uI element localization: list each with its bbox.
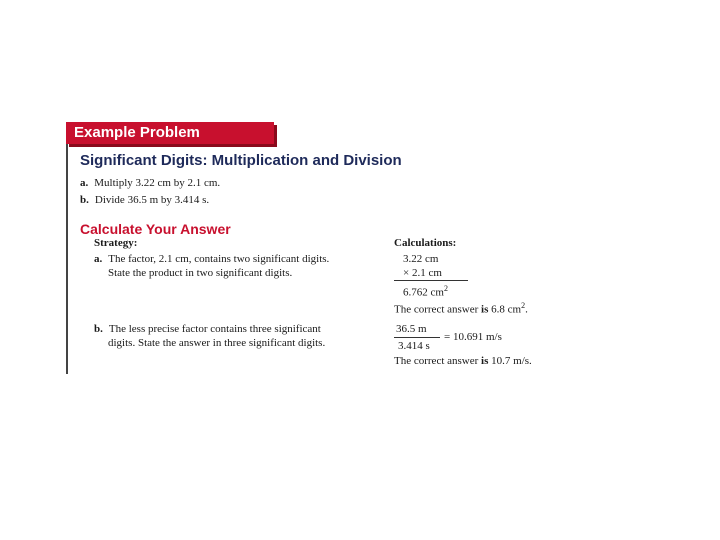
calc-a-answer-exp: 2 <box>521 301 526 310</box>
strategy-heading: Strategy: <box>94 237 138 249</box>
problem-b <box>80 193 209 207</box>
problem-a-label: a. <box>80 177 89 189</box>
problem-title: Significant Digits: Multiplication and Division <box>80 152 402 169</box>
calc-b-answer-is: is <box>481 355 489 367</box>
calc-b-denominator: 3.414 s <box>398 340 430 352</box>
calc-a-product-value: 6.762 cm <box>403 286 444 299</box>
calc-a-answer-value: 6.8 cm <box>491 303 522 316</box>
strategy-b-label: b. <box>94 323 103 335</box>
calc-b-answer <box>394 354 532 368</box>
strategy-b-text1: The less precise factor contains three significant <box>108 323 321 335</box>
strategy-a-line1 <box>94 252 329 266</box>
calc-b-numerator: 36.5 m <box>396 323 427 335</box>
section-title: Calculate Your Answer <box>80 221 231 237</box>
problem-a-text: Multiply 3.22 cm by 2.1 cm. <box>94 177 221 189</box>
problem-b-label: b. <box>80 194 89 206</box>
calc-a-factor2: × 2.1 cm <box>403 267 442 279</box>
calc-b-answer-value: 10.7 m/s. <box>491 355 532 367</box>
calc-a-factor1: 3.22 cm <box>403 253 439 265</box>
problem-b-text: Divide 36.5 m by 3.414 s. <box>94 194 210 206</box>
strategy-a-text1: The factor, 2.1 cm, contains two significant digits. <box>108 253 330 265</box>
calc-a-product-exp: 2 <box>443 284 448 293</box>
problem-a <box>80 176 220 190</box>
calc-a-product-rule <box>394 280 468 281</box>
calc-a-answer-prefix: The correct answer <box>394 303 479 316</box>
calc-b-fraction-bar <box>394 337 440 338</box>
calc-a-answer <box>394 299 528 317</box>
strategy-b-line1 <box>94 322 321 336</box>
calc-a-answer-end: . <box>525 303 528 316</box>
strategy-b-line2: digits. State the answer in three significant digits. <box>108 337 326 349</box>
calc-a-product <box>403 282 448 300</box>
example-problem-banner <box>66 122 274 144</box>
left-margin-rule <box>66 144 68 374</box>
banner-label: Example Problem <box>74 124 200 141</box>
calculations-heading: Calculations: <box>394 237 457 249</box>
strategy-a-line2: State the product in two significant digits. <box>108 267 293 279</box>
strategy-a-label: a. <box>94 253 103 265</box>
calc-b-result: = 10.691 m/s <box>444 331 502 343</box>
calc-a-answer-is: is <box>481 303 489 316</box>
calc-b-answer-prefix: The correct answer <box>394 355 479 367</box>
